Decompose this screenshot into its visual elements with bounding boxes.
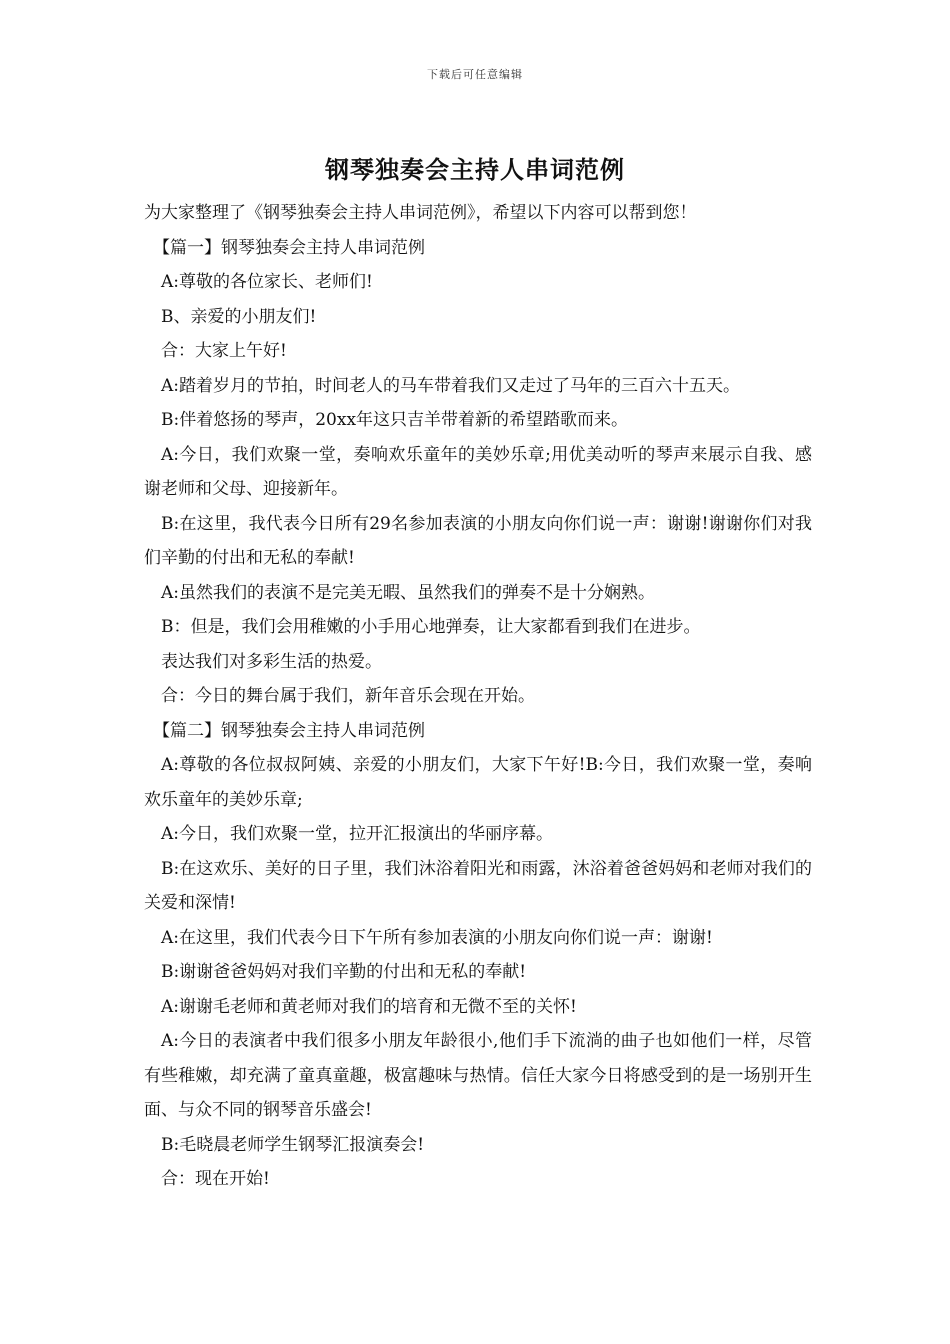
paragraph: B:谢谢爸爸妈妈对我们辛勤的付出和无私的奉献! — [161, 962, 527, 982]
paragraph: A:今日，我们欢聚一堂，拉开汇报演出的华丽序幕。 — [161, 824, 554, 844]
paragraph: 为大家整理了《钢琴独奏会主持人串词范例》，希望以下内容可以帮到您！ — [144, 203, 697, 223]
paragraph: 合：今日的舞台属于我们，新年音乐会现在开始。 — [161, 686, 535, 706]
paragraph: B:在这里，我代表今日所有29名参加表演的小朋友向你们说一声：谢谢!谢谢你们对我们辛勤的付出和无私的奉献! — [144, 513, 812, 568]
paragraph: A:在这里，我们代表今日下午所有参加表演的小朋友向你们说一声：谢谢! — [161, 927, 713, 948]
section-heading: 【篇一】钢琴独奏会主持人串词范例 — [153, 237, 425, 258]
document-body — [144, 196, 812, 1197]
section-heading: 【篇二】钢琴独奏会主持人串词范例 — [153, 720, 425, 741]
paragraph: A:尊敬的各位叔叔阿姨、亲爱的小朋友们，大家下午好!B:今日，我们欢聚一堂，奏响欢乐童年的美妙乐章; — [144, 755, 812, 810]
paragraph: A:今日的表演者中我们很多小朋友年龄很小,他们手下流淌的曲子也如他们一样，尽管有些稚嫩，却充满了童真童趣，极富趣味与热情。信任大家今日将感受到的是一场别开生面、与众不同的钢琴音乐盛会! — [144, 1031, 812, 1120]
paragraph: A:虽然我们的表演不是完美无暇、虽然我们的弹奏不是十分娴熟。 — [161, 582, 656, 603]
paragraph: 合：现在开始! — [161, 1169, 270, 1189]
paragraph: A:谢谢毛老师和黄老师对我们的培育和无微不至的关怀! — [161, 996, 577, 1017]
document-title: 钢琴独奏会主持人串词范例 — [325, 155, 625, 184]
paragraph: A:尊敬的各位家长、老师们! — [161, 272, 373, 292]
paragraph: A:踏着岁月的节拍，时间老人的马车带着我们又走过了马年的三百六十五天。 — [161, 375, 741, 396]
paragraph: B、亲爱的小朋友们! — [161, 306, 317, 327]
paragraph: B:毛晓晨老师学生钢琴汇报演奏会! — [161, 1134, 425, 1155]
paragraph: 合：大家上午好! — [161, 341, 287, 361]
paragraph: B:在这欢乐、美好的日子里，我们沐浴着阳光和雨露，沐浴着爸爸妈妈和老师对我们的关爱和深情! — [144, 858, 812, 913]
paragraph: A:今日，我们欢聚一堂，奏响欢乐童年的美妙乐章;用优美动听的琴声来展示自我、感谢老师和父母、迎接新年。 — [144, 444, 812, 499]
paragraph: B:伴着悠扬的琴声，20xx年这只吉羊带着新的希望踏歌而来。 — [161, 410, 629, 430]
paragraph: B：但是，我们会用稚嫩的小手用心地弹奏，让大家都看到我们在进步。 — [161, 617, 701, 637]
page-header-note: 下载后可任意编辑 — [427, 68, 523, 81]
paragraph: 表达我们对多彩生活的热爱。 — [161, 651, 382, 672]
